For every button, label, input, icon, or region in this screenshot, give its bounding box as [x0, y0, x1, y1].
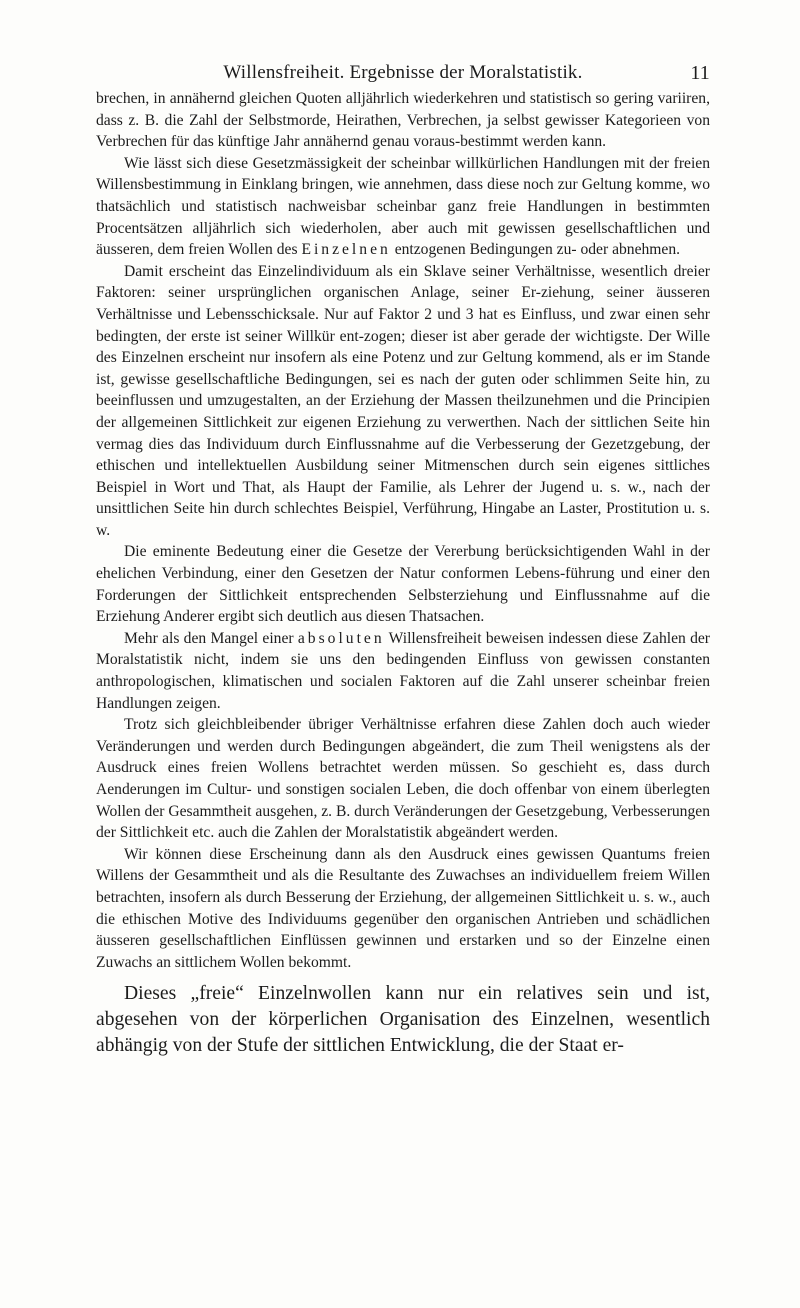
paragraph-3: Damit erscheint das Einzelindividuum als ein Sklave seiner Verhältnisse, wesentlich dreier Faktoren: seiner ursprünglichen organischen Anlage, seiner Er-ziehung, seiner äusseren Verhältnisse und Lebensschicksale. Nur auf Faktor 2 und 3 hat es Einfluss, und zwar einen sehr bedingten, der erste ist seiner Willkür ent-zogen; dieser ist aber gerade der wichtigste. Der Wille des Einzelnen erscheint nur insofern als eine Potenz und zur Geltung kommend, als er im Stande ist, gewisse gesellschaftliche Bedingungen, sei es nach der guten oder schlimmen Seite hin, zu beeinflussen und umzugestalten, an der Erziehung der Massen theilzunehmen und die Principien der allgemeinen Sittlichkeit zur eigenen Erziehung zu verwerthen. Nach der sittlichen Seite hin vermag dies das Individuum durch Einflussnahme auf die Verbesserung der Gezetzgebung, der ethischen und intellektuellen Ausbildung seiner Mitmenschen durch sein eigenes sittliches Beispiel in Wort und That, als Haupt der Familie, als Lehrer der Jugend u. s. w., nach der unsittlichen Seite hin durch schlechtes Beispiel, Verführung, Hingabe an Laster, Prostitution u. s. w.: [96, 262, 710, 539]
emphasis-absoluten: absoluten: [297, 629, 385, 647]
paragraph-2: Wie lässt sich diese Gesetzmässigkeit der scheinbar willkürlichen Handlungen mit der freien Willensbestimmung in Einklang bringen, wie annehmen, dass diese noch zur Geltung komme, wo thatsächlich und statistisch nachweisbar scheinbar ganz freie Handlungen in bestimmten Procentsätzen alljährlich sich wiederholen, aber auch mit gewissen gesellschaftlichen und äusseren, dem freien Wollen des Einzelnen entzogenen Bedingungen zu- oder abnehmen.: [96, 154, 710, 259]
paragraph-6: Trotz sich gleichbleibender übriger Verhältnisse erfahren diese Zahlen doch auch wieder Veränderungen und werden durch Bedingungen abgeändert, die zum Theil wenigstens als der Ausdruck eines freien Wollens betrachtet werden müssen. So geschieht es, dass durch Aenderungen im Cultur- und sonstigen socialen Leben, die doch offenbar von einem überlegten Wollen der Gesammtheit ausgehen, z. B. durch Veränderungen der Gesetzgebung, Verbesserungen der Sittlichkeit etc. auch die Zahlen der Moralstatistik abgeändert werden.: [96, 716, 710, 842]
paragraph-5: Mehr als den Mangel einer absoluten Willensfreiheit beweisen indessen diese Zahlen der Moralstatistik nicht, indem sie uns den bedingenden Einfluss von gewissen constanten anthropologischen, klimatischen und socialen Faktoren auf die Zahl unserer scheinbar freien Handlungen zeigen.: [96, 629, 711, 712]
paragraph-4: Die eminente Bedeutung einer die Gesetze der Vererbung berücksichtigenden Wahl in der ehelichen Verbindung, einer den Gesetzen der Natur conformen Lebens-führung und einer den Forderungen der Sittlichkeit entsprechenden Selbsterziehung und Einflussnahme auf die Erziehung Anderer ergibt sich deutlich aus diesen Thatsachen.: [96, 543, 710, 626]
body-text: [96, 88, 710, 973]
running-header: [96, 62, 710, 88]
book-page: [96, 62, 710, 1059]
large-text-section: [96, 981, 710, 1059]
page-number: 11: [690, 62, 710, 84]
paragraph-7: Wir können diese Erscheinung dann als den Ausdruck eines gewissen Quantums freien Willens der Gesammtheit und als die Resultante des Zuwachses an individuellem freiem Willen betrachten, insofern als durch Besserung der Erziehung, der allgemeinen Sittlichkeit u. s. w., auch die ethischen Motive des Individuums gegenüber den organischen Antrieben und schädlichen äusseren gesellschaftlichen Einflüssen gewinnen und erstarken und so der Einzelne einen Zuwachs an sittlichem Wollen bekommt.: [96, 845, 710, 971]
paragraph-1: brechen, in annähernd gleichen Quoten alljährlich wiederkehren und statistisch so gering variiren, dass z. B. die Zahl der Selbstmorde, Heirathen, Verbrechen, ja selbst gewisser Kategorieen von Verbrechen für das künftige Jahr annähernd genau voraus-bestimmt werden kann.: [96, 90, 710, 151]
large-paragraph: Dieses „freie“ Einzelnwollen kann nur ein relatives sein und ist, abgesehen von der körperlichen Organisation des Einzelnen, wesentlich abhängig von der Stufe der sittlichen Entwicklung, die der Staat er-: [96, 983, 710, 1057]
running-title: Willensfreiheit. Ergebnisse der Moralstatistik.: [223, 62, 583, 83]
emphasis-einzelnen: Einzelnen: [301, 241, 391, 259]
